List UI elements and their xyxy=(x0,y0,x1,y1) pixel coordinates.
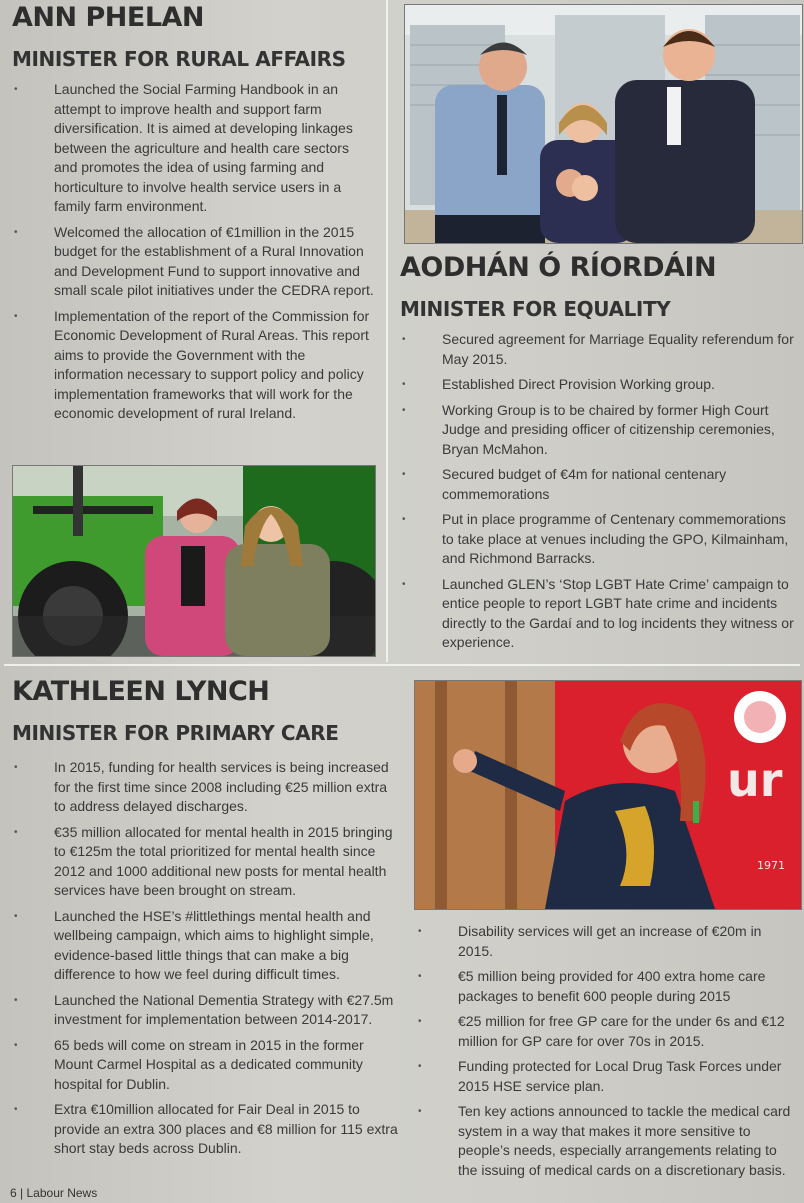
bullet-item: • Extra €10million allocated for Fair Deal in 2015 to provide an extra 300 places and €8 million for 115 extra short stay beds across Dublin. xyxy=(10,1100,400,1159)
publication-name: Labour News xyxy=(26,1186,98,1200)
bullet-item: • Put in place programme of Centenary commemorations to take place at venues including the GPO, Kilmainham, and Richmond Barracks. xyxy=(398,510,800,569)
bullet-item: • In 2015, funding for health services is being increased for the first time since 2008 including €25 million extra to address delayed discharges. xyxy=(10,758,400,817)
ann-phelan-role: MINISTER FOR RURAL AFFAIRS xyxy=(12,47,346,71)
bullet-item: • 65 beds will come on stream in 2015 in the former Mount Carmel Hospital as a dedicated community hospital for Dublin. xyxy=(10,1036,400,1095)
kathleen-lynch-name: KATHLEEN LYNCH xyxy=(12,676,270,707)
page-number: 6 xyxy=(10,1186,17,1200)
bullet-item: • Funding protected for Local Drug Task Forces under 2015 HSE service plan. xyxy=(414,1057,800,1096)
bullet-item: • Established Direct Provision Working group. xyxy=(398,375,800,395)
bullet-item: • Secured agreement for Marriage Equality referendum for May 2015. xyxy=(398,330,800,369)
bullet-item: • Welcomed the allocation of €1million in the 2015 budget for the establishment of a Rural Innovation and Development Fund to support innovative and small scale pilot initiatives under the CEDRA report. xyxy=(10,223,374,301)
handshake-photo xyxy=(404,4,803,244)
bullet-item: • €25 million for free GP care for the under 6s and €12 million for GP care for over 70s in 2015. xyxy=(414,1012,800,1051)
bullet-item: • €35 million allocated for mental health in 2015 bringing to €125m the total prioritized for mental health since 2012 and 1000 additional new posts for mental health services have been brought on stream. xyxy=(10,823,400,901)
aodhan-o-riordain-role: MINISTER FOR EQUALITY xyxy=(400,297,671,321)
handshake-photo-image xyxy=(405,5,802,243)
section-divider xyxy=(4,664,800,666)
tractor-photo-image xyxy=(13,466,375,656)
bullet-item: • Launched GLEN’s ‘Stop LGBT Hate Crime’ campaign to entice people to report LGBT hate crime and incidents directly to the Gardaí and to log incidents they witness or experience. xyxy=(398,575,800,653)
bullet-item: • Ten key actions announced to tackle the medical card system in a way that makes it more sensitive to people’s needs, especially arrangements relating to the issuing of medical cards on a discretionary basis. xyxy=(414,1102,800,1180)
footer-separator: | xyxy=(20,1186,24,1200)
ann-phelan-achievements xyxy=(10,80,374,430)
bullet-item: • Implementation of the report of the Commission for Economic Development of Rural Areas. This report aims to provide the Government with the information necessary to support policy and policy implementation frameworks that will work for the economic development of rural Ireland. xyxy=(10,307,374,424)
bullet-item: • €5 million being provided for 400 extra home care packages to benefit 600 people during 2015 xyxy=(414,967,800,1006)
aodhan-o-riordain-achievements xyxy=(398,330,800,659)
tractor-photo xyxy=(12,465,376,657)
bullet-item: • Secured budget of €4m for national centenary commemorations xyxy=(398,465,800,504)
aodhan-o-riordain-name: AODHÁN Ó RÍORDÁIN xyxy=(400,252,717,283)
poster-year: 1971 xyxy=(757,859,785,872)
bullet-item: • Launched the Social Farming Handbook in an attempt to improve health and support farm diversification. It is aimed at developing linkages between the agriculture and health care sectors and promotes the idea of using farming and horticulture to involve health service users in a family farm environment. xyxy=(10,80,374,217)
pointing-photo xyxy=(414,680,802,910)
column-divider xyxy=(386,0,388,662)
kathleen-lynch-role: MINISTER FOR PRIMARY CARE xyxy=(12,721,339,745)
bullet-item: • Launched the HSE’s #littlethings mental health and wellbeing campaign, which aims to highlight simple, evidence-based little things that can make a big difference to how we feel during difficult times. xyxy=(10,907,400,985)
page-footer xyxy=(10,1186,97,1200)
poster-lettering: ur xyxy=(727,753,783,807)
pointing-photo-image xyxy=(415,681,801,909)
bullet-item: • Launched the National Dementia Strategy with €27.5m investment for implementation between 2014-2017. xyxy=(10,991,400,1030)
ann-phelan-name: ANN PHELAN xyxy=(12,2,205,33)
kathleen-lynch-achievements-left xyxy=(10,758,400,1165)
kathleen-lynch-achievements-right xyxy=(414,922,800,1186)
bullet-item: • Disability services will get an increase of €20m in 2015. xyxy=(414,922,800,961)
bullet-item: • Working Group is to be chaired by former High Court Judge and presiding officer of citizenship ceremonies, Bryan McMahon. xyxy=(398,401,800,460)
